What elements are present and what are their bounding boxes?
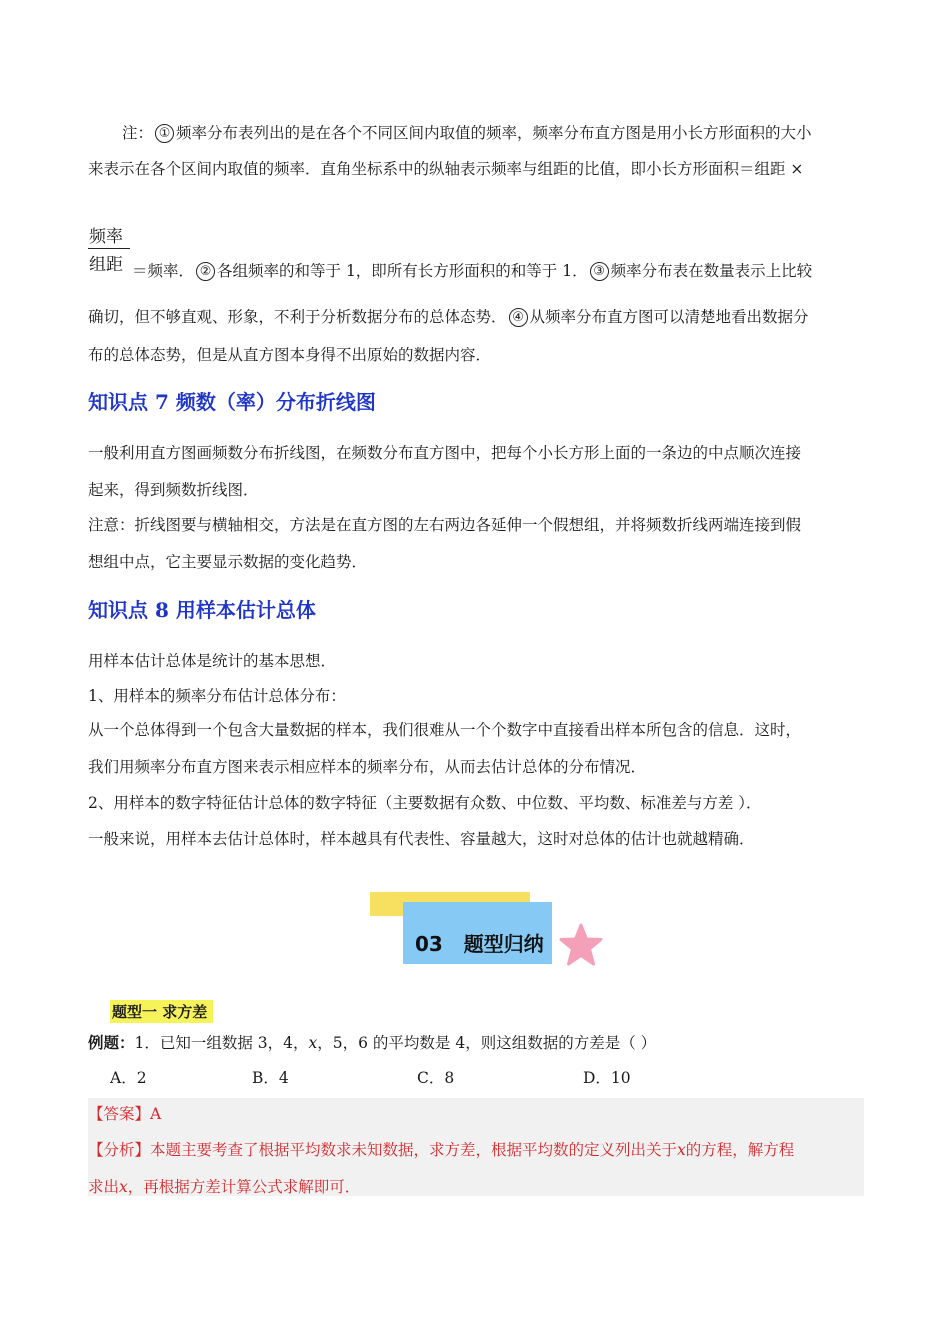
option-c: C．8 [417,1069,455,1087]
note-text-3a: ＝频率． [132,262,195,280]
section-7-p4: 想组中点，它主要显示数据的变化趋势． [88,553,368,571]
banner-label: 题型归纳 [463,932,544,956]
option-d: D．10 [583,1069,631,1087]
section-7-p3: 注意：折线图要与横轴相交，方法是在直方图的左右两边各延伸一个假想组，并将频数折线两端连接到假 [88,516,802,534]
section-8-heading: 知识点 8 用样本估计总体 [88,598,316,622]
fraction-denominator: 组距 [89,255,123,275]
section-7-p1: 一般利用直方图画频数分布折线图，在频数分布直方图中，把每个小长方形上面的一条边的中点顺次连接 [88,444,802,462]
section-7-p2: 起来，得到频数折线图． [88,481,259,499]
circled-number-4: ④ [509,308,528,327]
fraction-frequency-over-class-width [88,222,130,275]
example-text-a: 1．已知一组数据 3，4， [134,1034,309,1052]
example-question [88,1031,656,1053]
note-text-4a: 确切，但不够直观、形象，不利于分析数据分布的总体态势． [88,308,507,326]
analysis-line-1 [88,1138,794,1160]
note-line-2: 来表示在各个区间内取值的频率．直角坐标系中的纵轴表示频率与组距的比值，即小长方形面积＝组距 × [88,160,804,178]
question-type-label: 题型一 求方差 [110,1000,213,1023]
example-prefix: 例题： [88,1034,135,1052]
section-8-p2: 1、用样本的频率分布估计总体分布： [88,687,346,705]
example-variable: x [308,1034,318,1052]
star-icon [558,922,604,968]
analysis-tag: 【分析】 [88,1141,151,1159]
note-text-1: 频率分布表列出的是在各个不同区间内取值的频率，频率分布直方图是用小长方形面积的大小 [176,124,812,142]
section-8-p1: 用样本估计总体是统计的基本思想． [88,652,337,670]
answer-line [88,1102,161,1124]
section-7-heading: 知识点 7 频数（率）分布折线图 [88,390,376,414]
analysis-text-d: ，再根据方差计算公式求解即可． [127,1178,361,1196]
banner-number: 03 [415,932,443,956]
analysis-line-2 [88,1175,360,1197]
section-8-p6: 一般来说，用样本去估计总体时，样本越具有代表性、容量越大，这时对总体的估计也就越精确． [88,830,755,848]
fraction-numerator: 频率 [89,227,123,247]
section-8-p4: 我们用频率分布直方图来表示相应样本的频率分布，从而去估计总体的分布情况． [88,758,647,776]
example-text-b: ，5，6 的平均数是 4，则这组数据的方差是（ ） [317,1034,657,1052]
analysis-text-c: 求出 [88,1178,120,1196]
note-prefix: 注： [122,124,154,142]
fraction-bar [88,248,130,249]
note-line-3 [132,259,812,281]
note-line-5: 布的总体态势，但是从直方图本身得不出原始的数据内容． [88,346,492,364]
answer-value: A [150,1105,162,1123]
analysis-variable-2: x [119,1178,128,1196]
analysis-text-a: 本题主要考查了根据平均数求未知数据，求方差，根据平均数的定义列出关于 [150,1141,678,1159]
section-8-p3: 从一个总体得到一个包含大量数据的样本，我们很难从一个个数字中直接看出样本所包含的信息．这时， [88,721,802,739]
banner-title [415,928,544,957]
note-line-1 [122,121,812,143]
circled-number-1: ① [155,124,174,143]
answer-tag: 【答案】 [88,1105,151,1123]
note-text-3b: 各组频率的和等于 1，即所有长方形面积的和等于 1． [217,262,588,280]
note-text-3c: 频率分布表在数量表示上比较 [610,262,813,280]
analysis-text-b: 的方程，解方程 [685,1141,795,1159]
circled-number-2: ② [196,262,215,281]
note-line-4 [88,305,809,327]
option-b: B．4 [252,1069,289,1087]
circled-number-3: ③ [590,262,609,281]
section-8-p5: 2、用样本的数字特征估计总体的数字特征（主要数据有众数、中位数、平均数、标准差与方差 ）． [88,794,762,812]
option-a: A．2 [110,1069,147,1087]
note-text-4b: 从频率分布直方图可以清楚地看出数据分 [529,308,809,326]
analysis-variable: x [677,1141,686,1159]
